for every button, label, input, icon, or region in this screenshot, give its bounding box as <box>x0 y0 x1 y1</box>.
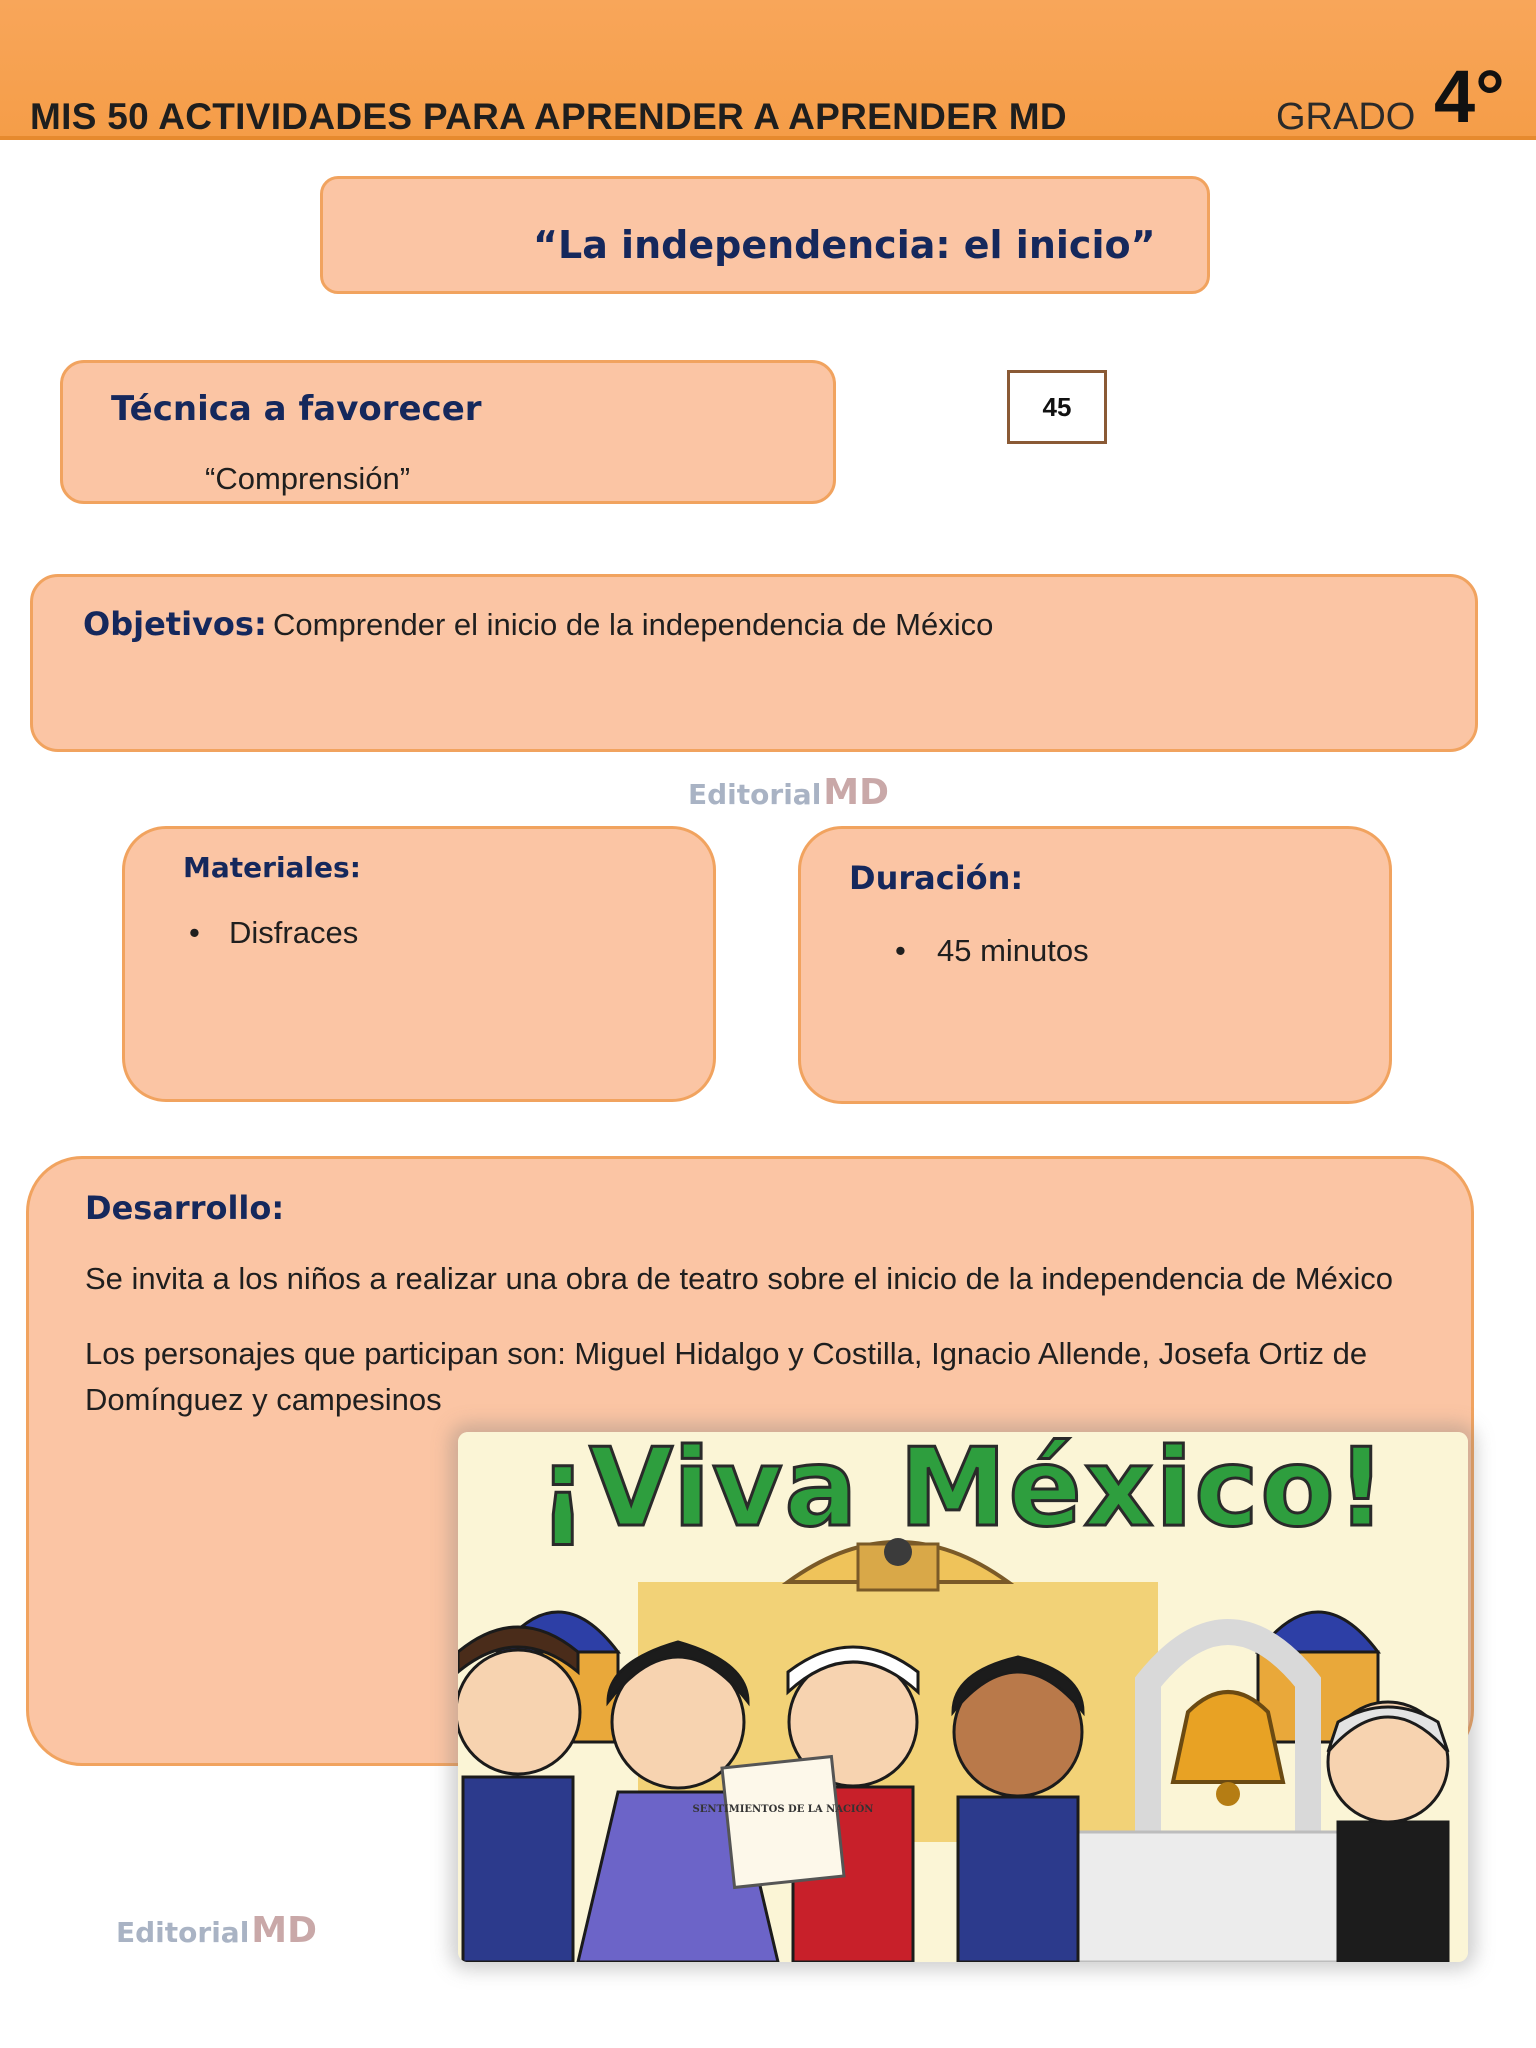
desarrollo-heading: Desarrollo: <box>85 1189 285 1227</box>
duracion-box <box>798 826 1392 1104</box>
tecnica-box <box>60 360 836 504</box>
header-title: MIS 50 ACTIVIDADES PARA APRENDER A APRENDER MD <box>30 96 1067 137</box>
watermark-logo-icon: MD <box>823 772 890 813</box>
grade-label: GRADO <box>1276 96 1416 138</box>
activity-number: 45 <box>1007 370 1107 444</box>
materiales-box <box>122 826 716 1102</box>
watermark-logo-icon: MD <box>251 1910 318 1951</box>
watermark-text: Editorial <box>688 778 822 811</box>
materiales-heading: Materiales: <box>183 851 361 884</box>
objetivos-text: Comprender el inicio de la independencia de México <box>273 607 994 642</box>
grade-value: 4° <box>1434 55 1505 138</box>
tecnica-value: “Comprensión” <box>205 461 411 496</box>
bullet-icon: • <box>189 915 200 950</box>
duracion-heading: Duración: <box>849 859 1024 897</box>
editorial-watermark <box>688 772 889 813</box>
desarrollo-paragraph-2: Los personajes que participan son: Miguel Hidalgo y Costilla, Ignacio Allende, Josefa Ortiz de Domínguez y campesinos <box>85 1336 1368 1417</box>
duracion-item: 45 minutos <box>937 933 1089 968</box>
scroll-text: SENTIMIENTOS DE LA NACIÓN <box>692 1804 874 1815</box>
viva-mexico-text: ¡Viva México! <box>538 1432 1388 1551</box>
activity-title-box <box>320 176 1210 294</box>
bullet-icon: • <box>895 933 906 968</box>
watermark-text: Editorial <box>116 1916 250 1949</box>
desarrollo-paragraph-1: Se invita a los niños a realizar una obra de teatro sobre el inicio de la independencia de México <box>85 1261 1393 1296</box>
editorial-watermark-bottom <box>116 1910 317 1951</box>
viva-mexico-illustration <box>458 1432 1468 1962</box>
tecnica-heading: Técnica a favorecer <box>111 389 482 429</box>
activity-title: “La independencia: el inicio” <box>533 223 1156 267</box>
viva-mexico-banner <box>458 1432 1468 1551</box>
materiales-item: Disfraces <box>229 915 359 950</box>
objetivos-heading: Objetivos: <box>83 605 267 643</box>
objetivos-box <box>30 574 1478 752</box>
